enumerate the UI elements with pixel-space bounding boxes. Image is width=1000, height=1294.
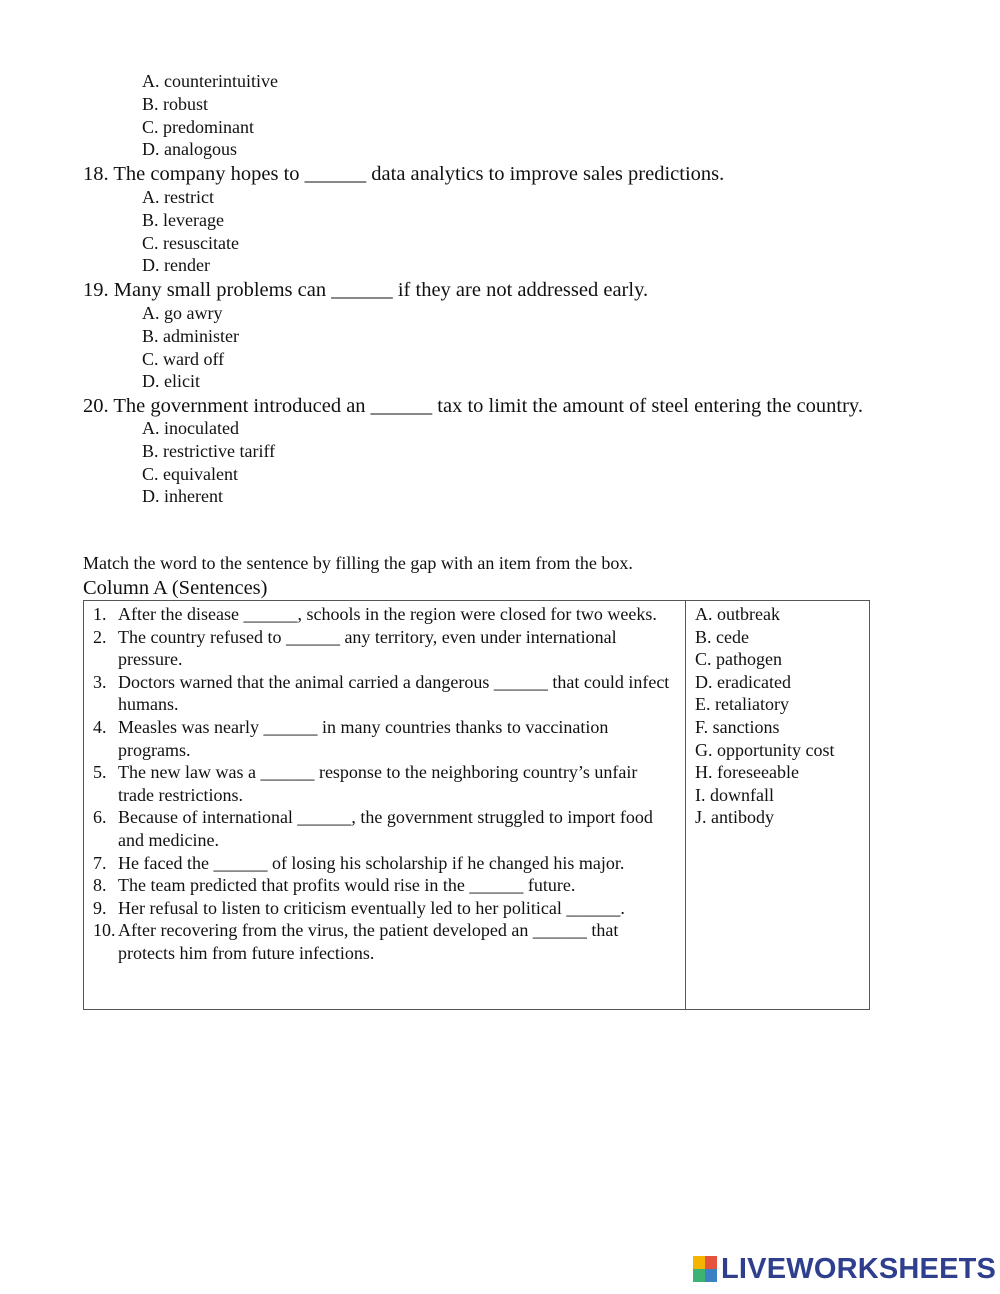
word-bank-item[interactable]: H. foreseeable (695, 762, 799, 783)
sentence-row (84, 626, 684, 671)
sentence-text: The new law was a ______ response to the neighboring country’s unfair trade restrictions. (118, 762, 638, 805)
sentence-row (84, 874, 684, 897)
q17-options (142, 70, 278, 161)
sentence-row (84, 852, 684, 875)
q18-option-c[interactable]: C. resuscitate (142, 232, 239, 253)
logo-mark-q1 (693, 1256, 705, 1269)
logo-mark-q4 (705, 1269, 717, 1282)
word-bank-item[interactable]: B. cede (695, 626, 749, 647)
sentence-row (84, 806, 684, 851)
q18-option-d[interactable]: D. render (142, 255, 210, 276)
q18-option-a[interactable]: A. restrict (142, 187, 214, 207)
q18-option-b[interactable]: B. leverage (142, 209, 224, 230)
sentence-row (84, 716, 684, 761)
sentence-number: 8. (93, 875, 107, 896)
sentence-row (84, 671, 684, 716)
q19-option-c[interactable]: C. ward off (142, 348, 225, 369)
sentence-number: 6. (93, 807, 107, 828)
q19-options (142, 302, 239, 393)
q19-text: 19. Many small problems can ______ if they are not addressed early. (83, 279, 649, 301)
matching-table (83, 600, 870, 1010)
liveworksheets-logo (693, 1254, 996, 1284)
word-bank (695, 603, 835, 829)
q17-option-d[interactable]: D. analogous (142, 139, 237, 160)
word-bank-item[interactable]: I. downfall (695, 784, 774, 805)
word-bank-item[interactable]: G. opportunity cost (695, 739, 835, 760)
sentence-text: Doctors warned that the animal carried a dangerous ______ that could infect humans. (118, 671, 670, 715)
word-bank-item[interactable]: A. outbreak (695, 604, 780, 624)
q20-options (142, 417, 275, 508)
word-bank-item[interactable]: D. eradicated (695, 671, 791, 692)
sentence-number: 1. (93, 604, 107, 624)
q20-option-b[interactable]: B. restrictive tariff (142, 440, 276, 461)
sentence-number: 10. (93, 920, 116, 941)
q20-option-d[interactable]: D. inherent (142, 486, 223, 507)
sentence-number: 4. (93, 716, 107, 737)
word-bank-item[interactable]: C. pathogen (695, 649, 782, 670)
q18-text: 18. The company hopes to ______ data analytics to improve sales predictions. (83, 163, 725, 185)
sentence-text: After the disease ______, schools in the region were closed for two weeks. (118, 604, 657, 624)
sentence-number: 9. (93, 897, 107, 918)
sentence-text: Measles was nearly ______ in many countries thanks to vaccination programs. (118, 716, 609, 760)
word-bank-item[interactable]: J. antibody (695, 807, 774, 828)
matching-instruction: Match the word to the sentence by filling the gap with an item from the box. (83, 553, 633, 573)
q20-text: 20. The government introduced an ______ tax to limit the amount of steel entering the country. (83, 395, 863, 417)
sentence-row (84, 919, 684, 964)
sentence-row (84, 897, 684, 920)
sentence-number: 5. (93, 762, 107, 783)
q17-option-a[interactable]: A. counterintuitive (142, 71, 278, 91)
logo-mark-q3 (693, 1269, 705, 1282)
q20-option-a[interactable]: A. inoculated (142, 418, 239, 438)
q19-option-d[interactable]: D. elicit (142, 371, 200, 392)
q18-options (142, 186, 239, 277)
sentence-text: The team predicted that profits would rise in the ______ future. (118, 875, 576, 896)
logo-text: LIVEWORKSHEETS (721, 1252, 997, 1285)
q17-option-c[interactable]: C. predominant (142, 116, 254, 137)
sentence-number: 3. (93, 671, 107, 692)
logo-mark-icon (693, 1256, 717, 1282)
q19-option-b[interactable]: B. administer (142, 325, 239, 346)
sentence-text: Her refusal to listen to criticism eventually led to her political ______. (118, 897, 625, 918)
sentence-text: Because of international ______, the government struggled to import food and medicine. (118, 807, 653, 850)
q19-option-a[interactable]: A. go awry (142, 303, 223, 323)
sentence-text: He faced the ______ of losing his scholarship if he changed his major. (118, 852, 625, 873)
sentence-number: 7. (93, 852, 107, 873)
column-divider (685, 601, 686, 1009)
q20-option-c[interactable]: C. equivalent (142, 463, 238, 484)
sentence-row (84, 603, 684, 626)
word-bank-item[interactable]: F. sanctions (695, 716, 780, 737)
logo-mark-q2 (705, 1256, 717, 1269)
sentence-number: 2. (93, 626, 107, 647)
sentence-text: The country refused to ______ any territory, even under international pressure. (118, 626, 617, 670)
sentence-row (84, 761, 684, 806)
sentence-text: After recovering from the virus, the patient developed an ______ that protects him from future infections. (118, 920, 619, 963)
column-a-title: Column A (Sentences) (83, 577, 268, 599)
word-bank-item[interactable]: E. retaliatory (695, 694, 789, 715)
sentence-list (84, 603, 684, 965)
q17-option-b[interactable]: B. robust (142, 93, 209, 114)
